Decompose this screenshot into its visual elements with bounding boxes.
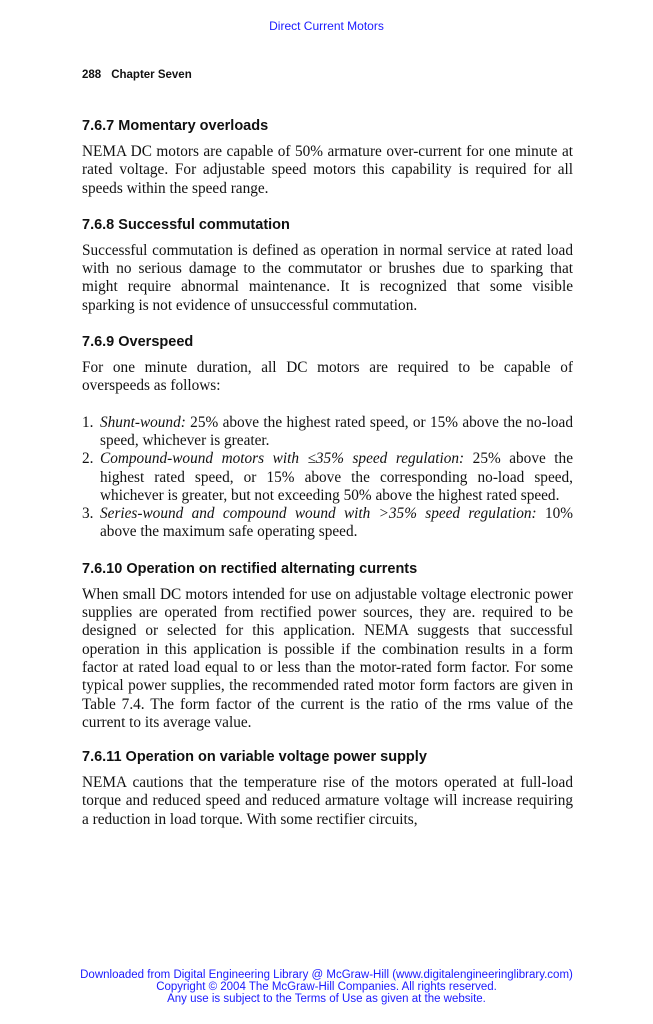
running-head: Direct Current Motors xyxy=(269,19,384,33)
list-item-number: 1. xyxy=(82,413,94,431)
page-header xyxy=(82,69,202,81)
footer-copyright: Copyright © 2004 The McGraw-Hill Companies. All rights reserved. xyxy=(156,981,497,994)
chapter-title: Chapter Seven xyxy=(111,69,192,81)
section-heading: 7.6.11 Operation on variable voltage power supply xyxy=(82,749,427,766)
section-heading: 7.6.8 Successful commutation xyxy=(82,216,290,233)
list-item-number: 3. xyxy=(82,505,94,523)
page-number: 288 xyxy=(82,69,102,81)
section-heading: 7.6.7 Momentary overloads xyxy=(82,118,269,134)
list-item-label: Shunt-wound: xyxy=(100,413,186,431)
footer-terms-link[interactable]: Any use is subject to the Terms of Use as given at the website. xyxy=(167,993,486,1006)
footer-download-link[interactable]: Downloaded from Digital Engineering Library @ McGraw-Hill (www.digitalengineeringlibrary.com) xyxy=(80,969,573,981)
section-paragraph: For one minute duration, all DC motors are required to be capable of overspeeds as follows: xyxy=(82,359,573,395)
section-heading: 7.6.9 Overspeed xyxy=(82,334,194,351)
list-item xyxy=(82,505,573,542)
list-item xyxy=(82,450,573,505)
list-item-number: 2. xyxy=(82,450,94,468)
section-rectified-alternating-currents xyxy=(82,561,573,732)
section-heading: 7.6.10 Operation on rectified alternating currents xyxy=(82,560,418,577)
list-item-label: Series-wound and compound wound with >35% speed regulation: xyxy=(100,505,537,523)
overspeed-list xyxy=(82,414,573,542)
section-overspeed xyxy=(82,334,573,542)
section-variable-voltage-power-supply xyxy=(82,749,573,829)
list-item-label: Compound-wound motors with ≤35% speed regulation: xyxy=(100,450,465,468)
footer xyxy=(0,969,653,1006)
section-paragraph: NEMA cautions that the temperature rise of the motors operated at full-load torque and reduced speed and reduced armature voltage will increase requiring a reduction in load torque. With some rectifier circuits, xyxy=(82,774,573,828)
list-item-text: 10% above the maximum safe operating speed. xyxy=(100,505,573,541)
list-item-text: 25% above the highest rated speed, or 15% above the corresponding no-load speed, whichever is greater, but not exceeding 50% above the highest rated speed. xyxy=(100,450,573,504)
section-paragraph: NEMA DC motors are capable of 50% armature over-current for one minute at rated voltage. For adjustable speed motors this capability is required for all speeds within the speed range. xyxy=(82,143,573,197)
list-item-text: 25% above the highest rated speed, or 15% above the no-load speed, whichever is greater. xyxy=(100,413,573,449)
section-paragraph: When small DC motors intended for use on adjustable voltage electronic power supplies are operated from rectified power sources, they are. required to be designed or selected for this application. NEMA suggests that successful operation in this application is possible if the combination results in a form factor at rated load equal to or less than the motor-rated form factor. For some typical power supplies, the recommended rated motor form factors are given in Table 7.4. The form factor of the current is the ratio of the rms value of the current to its average value. xyxy=(82,585,573,731)
section-successful-commutation xyxy=(82,217,573,315)
section-momentary-overloads xyxy=(82,118,573,198)
page-content xyxy=(82,118,573,847)
list-item xyxy=(82,414,573,451)
section-paragraph: Successful commutation is defined as operation in normal service at rated load with no serious damage to the commutator or brushes due to sparking that might require abnormal maintenance. It is recognized that some visible sparking is not evidence of unsuccessful commutation. xyxy=(82,241,573,314)
